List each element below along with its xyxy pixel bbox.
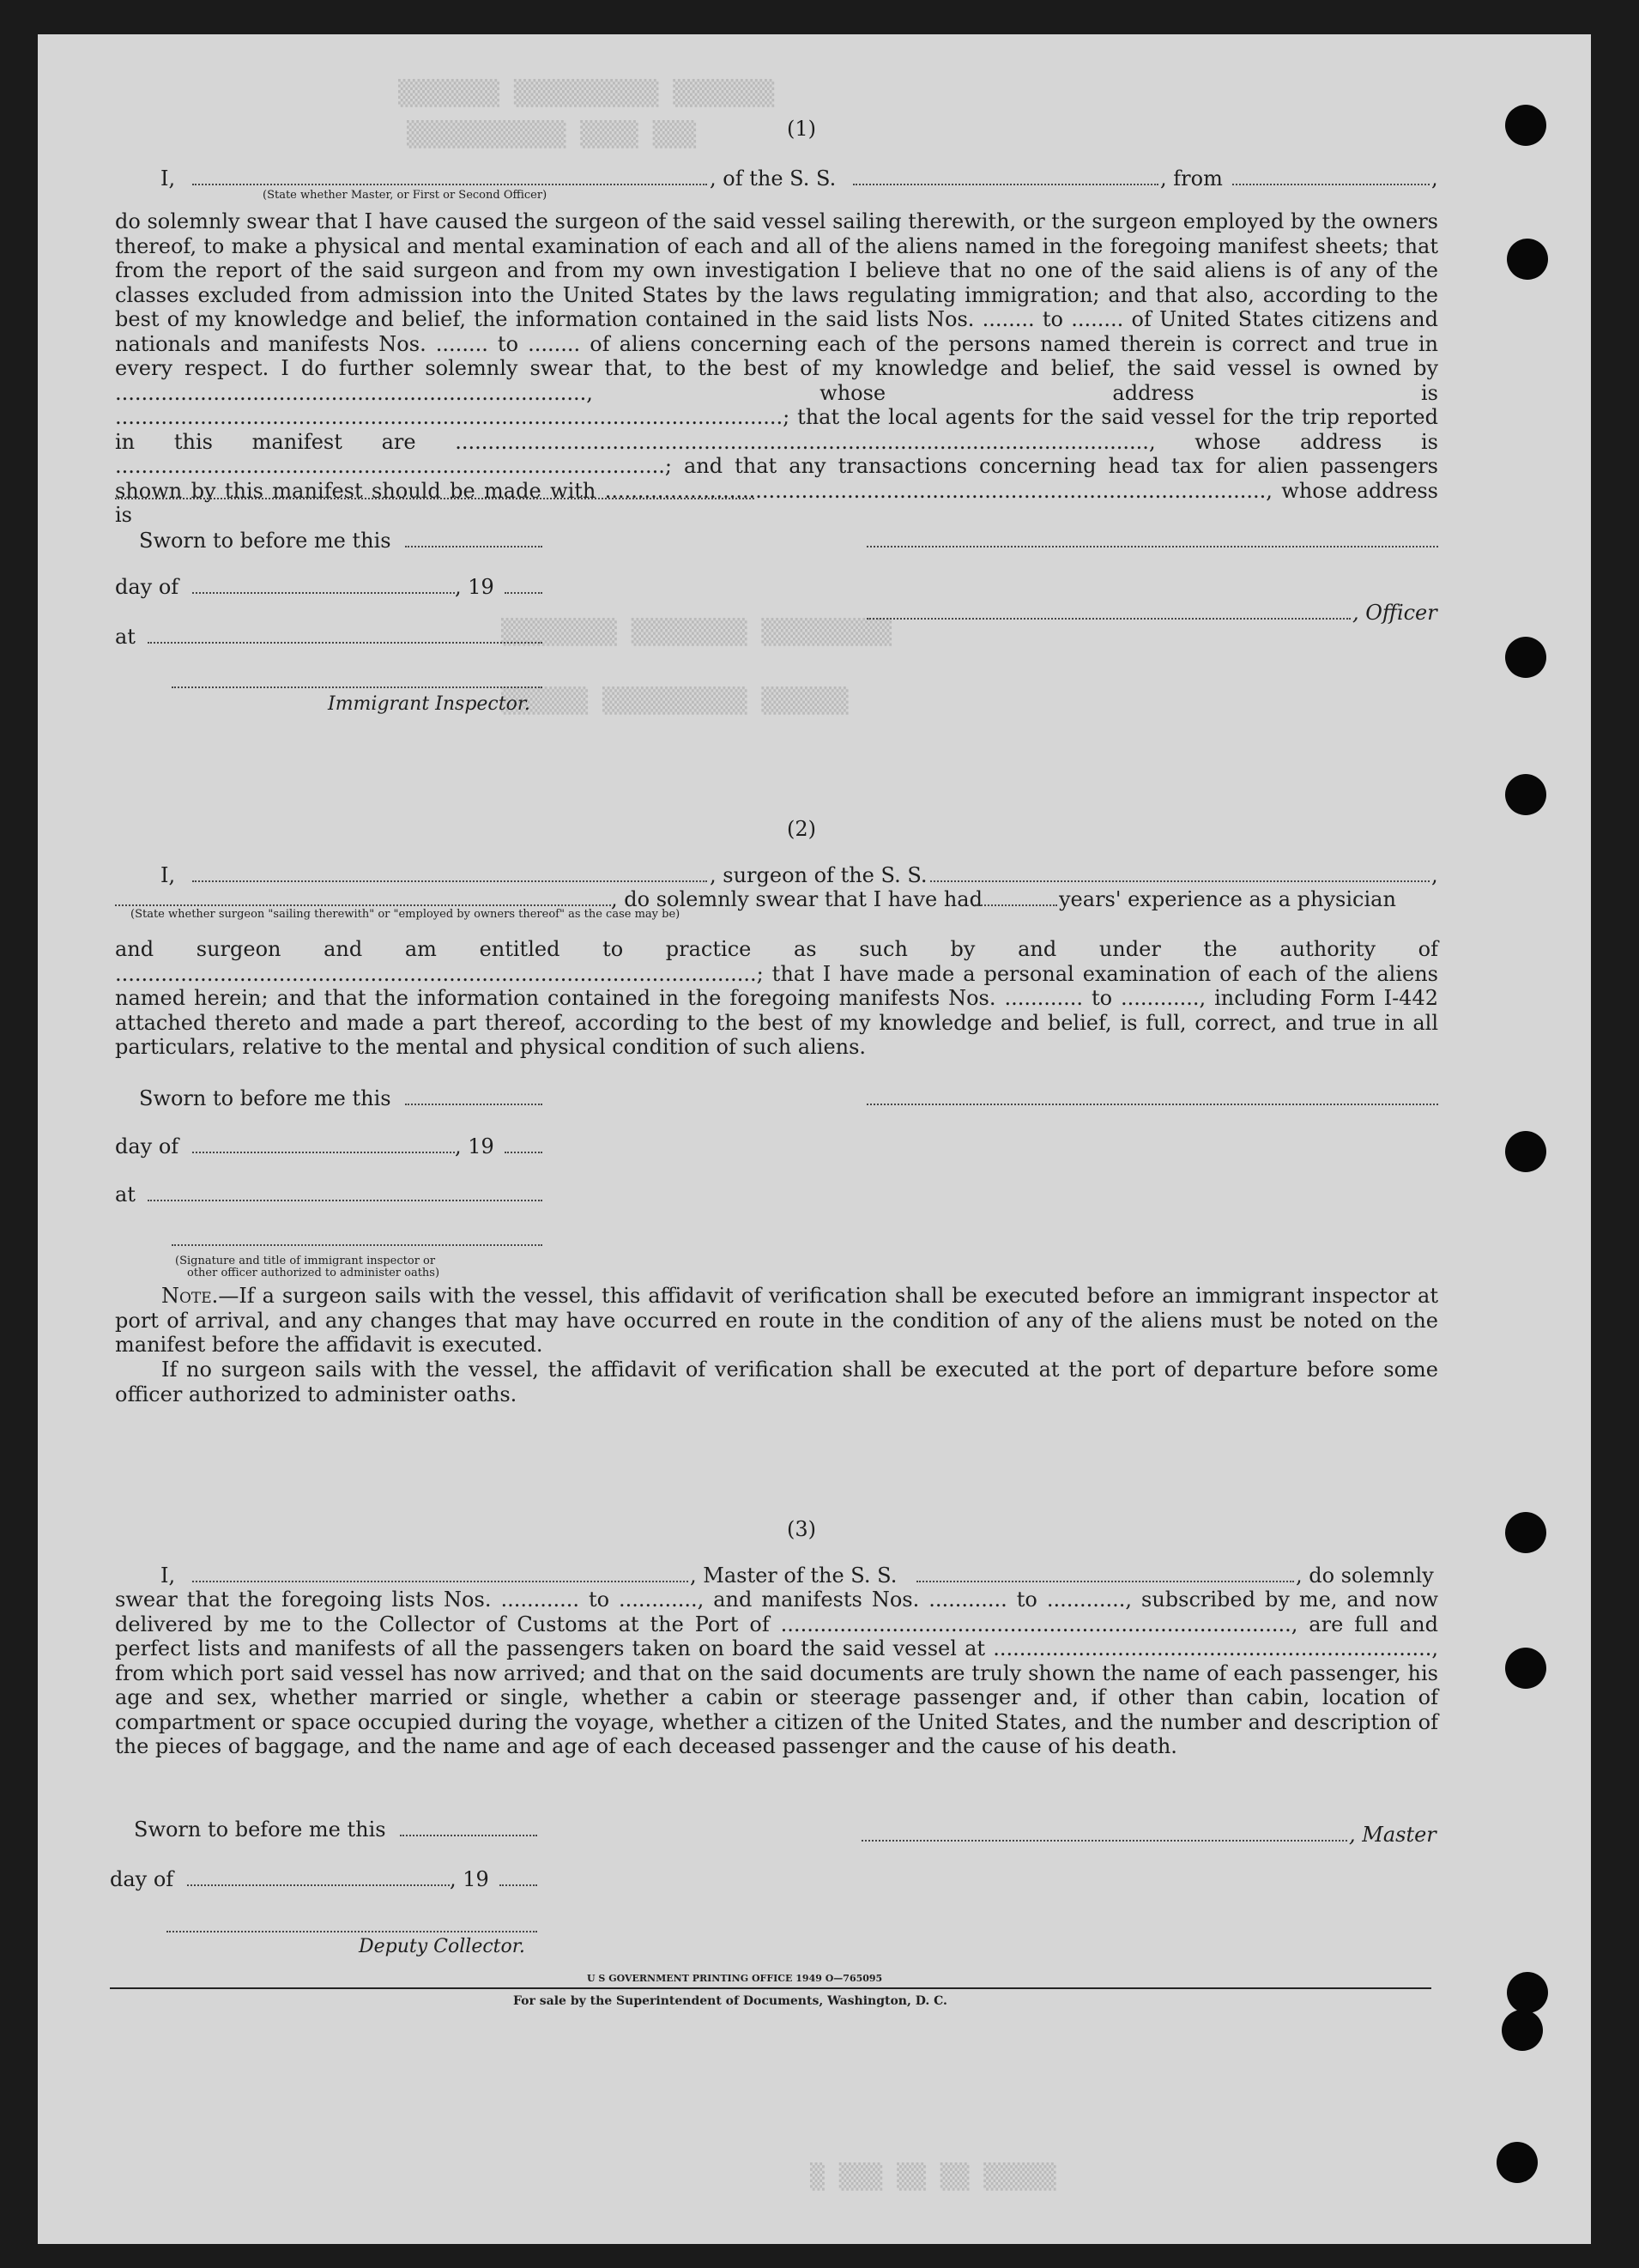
day-of-label: day of [115, 1134, 179, 1158]
master-swear-text: , do solemnly [1296, 1563, 1434, 1588]
section1-i-label: I, [160, 166, 176, 191]
surgeon-signature-field[interactable] [867, 1104, 1438, 1105]
surgeon-status-field[interactable] [115, 904, 611, 906]
bleed-through-text: ▒▒▒▒▒▒▒▒ ▒▒▒▒▒▒▒▒ ▒▒▒▒▒▒▒▒▒ [501, 618, 892, 646]
punch-hole [1505, 1648, 1546, 1689]
sworn-label: Sworn to before me this [139, 529, 391, 553]
at-label: at [115, 1182, 136, 1207]
bleed-through-text: ▒ ▒▒▒ ▒▒ ▒▒ ▒▒▒▒▒ [810, 2162, 1056, 2191]
surgeon-of-label: , surgeon of the S. S. [710, 863, 928, 887]
surgeon-name-field[interactable] [192, 880, 707, 882]
punch-hole [1497, 2142, 1538, 2183]
bleed-through-text: ▒▒▒▒▒▒▒▒▒▒▒ ▒▒▒▒ ▒▒▒ [407, 120, 697, 148]
master-vessel-field[interactable] [916, 1581, 1294, 1582]
year-label: , 19 [450, 1867, 489, 1891]
bleed-through-text: ▒▒▒▒▒▒ ▒▒▒▒▒▒▒▒▒▒ ▒▒▒▒▒▒ [501, 686, 849, 715]
signature-note-line2: other officer authorized to administer oaths) [187, 1267, 440, 1279]
form-page: ▒▒▒▒▒▒▒ ▒▒▒▒▒▒▒▒▒▒ ▒▒▒▒▒▒▒ ▒▒▒▒▒▒▒▒▒▒▒ ▒▒▒▒ ▒▒▒ ▒▒▒▒▒▒▒▒ ▒▒▒▒▒▒▒▒ ▒▒▒▒▒▒▒▒▒ ▒▒▒▒▒▒ ▒▒▒▒▒▒▒▒▒▒ ▒▒▒▒▒▒ ▒ ▒▒▒ ▒▒ ▒▒ ▒▒▒▒▒ (1) I, , of the S. S. , from , (State whether Master, or First or Second Officer) do solemnly swear that I have caused the surgeon of the said vessel sailing therewith, or the surgeon employed by the owners thereof, to make a physical and mental examination of each and all of the aliens named in the foregoing manifest sheets; that from the report of the said surgeon and from my own investigation I believe that no one of the said aliens is of any of the classes excluded from admission into the United States by the laws regulating immigration; and that also, according to the best of my knowledge and belief, the information contained in the said lists Nos. ........ to ........ of United States citizens and nationals and manifests Nos. ........ to ........ of aliens concerning each of the persons named therein is correct and true in every respect. I do further solemnly swear that, to the best of my knowledge and belief, the said vessel is owned by ........................................................................, whose address is ......................................................................................................; that the local agents for the said vessel for the trip reported in this manifest are .........................................................................................................., whose address is ....................................................................................; and that any transactions concerning head tax for alien passengers shown by this manifest should be made with ....................................................................................................., whose address is Sworn to before me this day of , 19 , Officer at Immigrant Inspector. (2) I, , surgeon of the S. S. , , do solemnly swear that I have had years' experience as a physician (State whether surgeon "sailing therewith" or "employed by owners thereof" as the case may be) and surgeon and am entitled to practice as such by and under the authority of ..................................................................................................; that I have made a personal examination of each of the aliens named herein; and that the information contained in the foregoing manifests Nos. ............ to ............, including Form I-442 attached thereto and made a part thereof, according to the best of my knowledge and belief, is full, correct, and true in all particulars, relative to the mental and physical condition of such aliens. Sworn to before me this day of , 19 at (Signature and title of immigrant inspector or other officer authorized to administer oaths) Note.—If a surgeon sails with the vessel, this affidavit of verification shall be executed before an immigrant inspector at port of arrival, and any changes that may have occurred en route in the condition of any of the aliens must be noted on the manifest before the affidavit is executed. If no surgeon sails with the vessel, the affidavit of verification shall be executed at the port of departure before some officer authorized to administer oaths. (3) I, , Master of the S. S. , do solemnly swear that the foregoing lists Nos. ............ to ............, and manifests Nos. ............ to ............, subscribed by me, and now delivered by me to the Collector of Customs at the Port of .............................................................................., are full and perfect lists and manifests of all the passengers taken on board the said vessel at ..................................................................., from which port said vessel has now arrived; and that on the said documents are truly shown the name of each passenger, his age and sex, whether married or single, whether a cabin or steerage passenger and, if other than cabin, location of compartment or space occupied during the voyage, whether a citizen of the United States, and the number and description of the pieces of baggage, and the name and age of each deceased passenger and the cause of his death. Sworn to before me this , Master day of , 19 Deputy Collector. U S GOVERNMENT PRINTING OFFICE 1949 O—765095 For sale by the Superintendent of Documents, Washington, D. C. [38, 34, 1591, 2244]
year-field[interactable] [499, 1884, 537, 1886]
surgeon-swear-text: , do solemnly swear that I have had [611, 887, 983, 911]
officer-rank-note: (State whether Master, or First or Second Officer) [263, 189, 547, 202]
footer-rule [110, 1987, 1431, 1989]
vessel-label: , of the S. S. [710, 166, 837, 191]
at-field[interactable] [148, 1200, 542, 1201]
day-of-field[interactable] [192, 592, 455, 594]
deputy-signature-field[interactable] [166, 1931, 537, 1932]
inspector-label: Immigrant Inspector. [328, 693, 530, 715]
note-paragraph-2: If no surgeon sails with the vessel, the affidavit of verification shall be executed at the port of departure before some officer authorized to administer oaths. [115, 1358, 1438, 1406]
sworn-date-field[interactable] [400, 1835, 537, 1836]
vessel-name-field[interactable] [853, 184, 1158, 185]
day-of-field[interactable] [187, 1884, 450, 1886]
deputy-label: Deputy Collector. [359, 1936, 525, 1957]
signature-note-line1: (Signature and title of immigrant inspector or [175, 1255, 436, 1267]
from-port-field[interactable] [1232, 184, 1430, 185]
from-label: , from [1160, 166, 1223, 191]
year-label: , 19 [455, 575, 494, 599]
section-number: (1) [787, 117, 816, 141]
years-experience-text: years' experience as a physician [1059, 887, 1396, 911]
master-of-label: , Master of the S. S. [690, 1563, 898, 1588]
note-paragraph [115, 1284, 1438, 1358]
section3-i-label: I, [160, 1563, 176, 1588]
day-of-field[interactable] [192, 1152, 455, 1153]
sworn-date-field[interactable] [405, 546, 542, 547]
inspector-signature-field[interactable] [172, 1244, 542, 1246]
officer-title-field[interactable] [867, 618, 1351, 620]
at-field[interactable] [148, 642, 542, 644]
surgeon-vessel-field[interactable] [930, 880, 1430, 882]
master-signature-field[interactable] [862, 1840, 1347, 1842]
punch-hole [1507, 1972, 1548, 2013]
sworn-label: Sworn to before me this [139, 1086, 391, 1110]
note-text: —If a surgeon sails with the vessel, this affidavit of verification shall be executed before an immigrant inspector at port of arrival, and any changes that may have occurred en route in the condition of any of the aliens must be noted on the manifest before the affidavit is executed. [115, 1284, 1438, 1357]
sale-notice: For sale by the Superintendent of Documents, Washington, D. C. [513, 1994, 947, 2008]
punch-hole [1507, 239, 1548, 280]
year-field[interactable] [505, 1152, 542, 1153]
gpo-imprint: U S GOVERNMENT PRINTING OFFICE 1949 O—765095 [587, 1973, 883, 1984]
punch-hole [1505, 774, 1546, 815]
sworn-date-field[interactable] [405, 1104, 542, 1105]
punch-hole [1505, 637, 1546, 678]
year-field[interactable] [505, 592, 542, 594]
officer-label: , Officer [1352, 601, 1437, 625]
note-label: Note. [161, 1284, 219, 1308]
surgeon-status-note: (State whether surgeon "sailing therewith" or "employed by owners thereof" as the case may be) [130, 908, 680, 921]
day-of-label: day of [110, 1867, 174, 1891]
address-continuation-field[interactable] [115, 498, 754, 499]
master-name-field[interactable] [192, 1581, 688, 1582]
section-number: (3) [787, 1517, 816, 1541]
section2-body: and surgeon and am entitled to practice as such by and under the authority of ..................................................................................................; that I have made a personal examination of each of the aliens named herein; and that the information contained in the foregoing manifests Nos. ............ to ............, including Form I-442 attached thereto and made a part thereof, according to the best of my knowledge and belief, is full, correct, and true in all particulars, relative to the mental and physical condition of such aliens. [115, 937, 1438, 1059]
officer-rank-field[interactable] [192, 184, 707, 185]
master-label: , Master [1349, 1823, 1436, 1847]
day-of-label: day of [115, 575, 179, 599]
section1-body: do solemnly swear that I have caused the surgeon of the said vessel sailing therewith, or the surgeon employed by the owners thereof, to make a physical and mental examination of each and all of the aliens named in the foregoing manifest sheets; that from the report of the said surgeon and from my own investigation I believe that no one of the said aliens is of any of the classes excluded from admission into the United States by the laws regulating immigration; and that also, according to the best of my knowledge and belief, the information contained in the said lists Nos. ........ to ........ of United States citizens and nationals and manifests Nos. ........ to ........ of aliens concerning each of the persons named therein is correct and true in every respect. I do further solemnly swear that, to the best of my knowledge and belief, the said vessel is owned by ........................................................................, whose address is ......................................................................................................; that the local agents for the said vessel for the trip reported in this manifest are .........................................................................................................., whose address is ....................................................................................; and that any transactions concerning head tax for alien passengers shown by this manifest should be made with ....................................................................................................., whose address is [115, 209, 1438, 527]
year-label: , 19 [455, 1134, 494, 1158]
sworn-label: Sworn to before me this [134, 1817, 386, 1842]
punch-hole [1502, 2010, 1543, 2051]
section3-body: swear that the foregoing lists Nos. ............ to ............, and manifests Nos. ............ to ............, subscribed by me, and now delivered by me to the Collector of Customs at the Port of .............................................................................., are full and perfect lists and manifests of all the passengers taken on board the said vessel at ..................................................................., from which port said vessel has now arrived; and that on the said documents are truly shown the name of each passenger, his age and sex, whether married or single, whether a cabin or steerage passenger and, if other than cabin, location of compartment or space occupied during the voyage, whether a citizen of the United States, and the number and description of the pieces of baggage, and the name and age of each deceased passenger and the cause of his death. [115, 1588, 1438, 1758]
bleed-through-text: ▒▒▒▒▒▒▒ ▒▒▒▒▒▒▒▒▒▒ ▒▒▒▒▒▒▒ [398, 79, 775, 107]
years-experience-field[interactable] [975, 904, 1057, 906]
section2-i-label: I, [160, 863, 176, 887]
inspector-signature-field[interactable] [172, 686, 542, 688]
at-label: at [115, 625, 136, 649]
officer-signature-field[interactable] [867, 546, 1438, 547]
punch-hole [1505, 1131, 1546, 1172]
section-number: (2) [787, 817, 816, 841]
